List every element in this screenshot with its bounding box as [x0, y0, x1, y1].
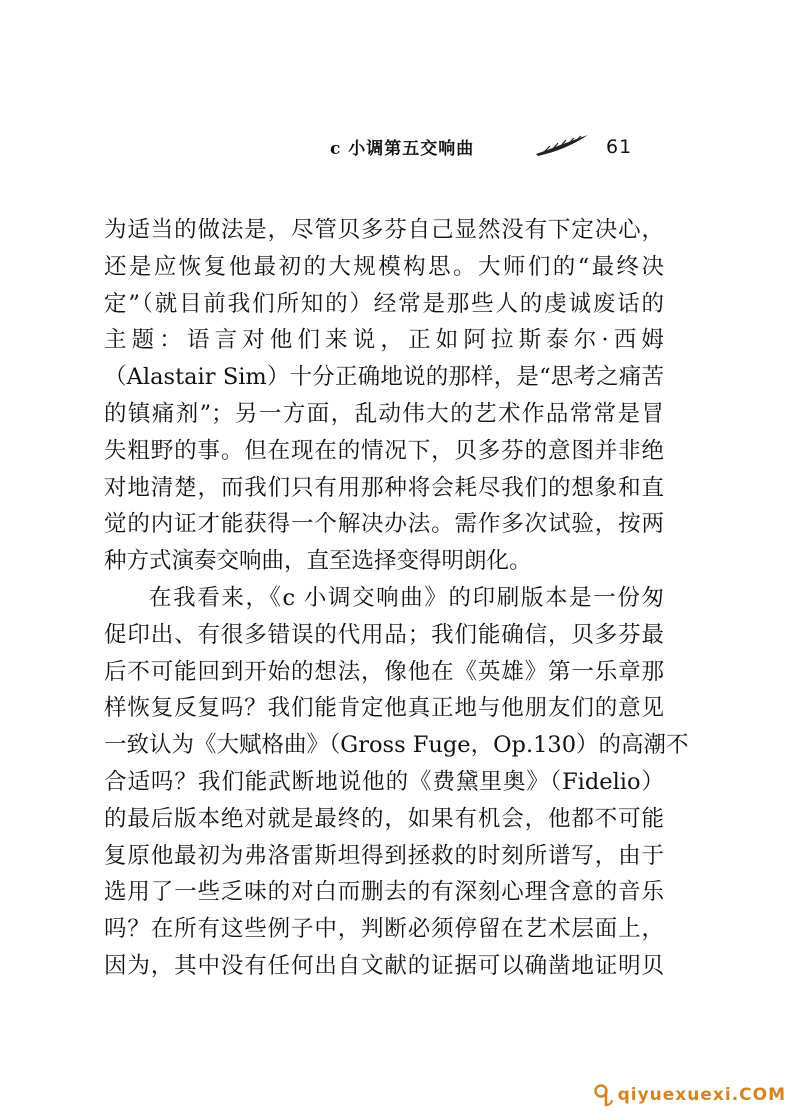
text-line: （Alastair Sim）十分正确地说的那样，是“思考之痛苦	[104, 364, 664, 391]
site-logo-icon	[594, 1083, 614, 1107]
text-line: 吗？在所有这些例子中，判断必须停留在艺术层面上，	[104, 916, 664, 943]
text-line: 主题：语言对他们来说，正如阿拉斯泰尔·西姆	[104, 327, 664, 354]
text-line: 种方式演奏交响曲，直至选择变得明朗化。	[104, 548, 532, 575]
site-watermark	[594, 1080, 786, 1110]
text-line: 在我看来，《c 小调交响曲》的印刷版本是一份匆	[149, 584, 664, 611]
text-line: 促印出、有很多错误的代用品；我们能确信，贝多芬最	[104, 621, 664, 648]
text-line: 的镇痛剂”；另一方面，乱动伟大的艺术作品常常是冒	[104, 400, 664, 427]
text-line: 为适当的做法是，尽管贝多芬自己显然没有下定决心，	[104, 217, 664, 243]
text-line: 合适吗？我们能武断地说他的《费黛里奥》（Fidelio）	[104, 768, 664, 795]
text-line: 因为，其中没有任何出自文献的证据可以确凿地证明贝	[104, 952, 664, 979]
text-line: 的最后版本绝对就是最终的，如果有机会，他都不可能	[104, 805, 664, 832]
quill-ornament-icon	[534, 132, 590, 158]
body-text	[104, 212, 689, 985]
chapter-title: c 小调第五交响曲	[330, 139, 475, 159]
paragraph	[104, 580, 689, 985]
text-line: 一致认为《大赋格曲》（Gross Fuge，Op.130）的高潮不	[104, 732, 689, 759]
running-header	[330, 132, 633, 162]
text-line: 复原他最初为弗洛雷斯坦得到拯救的时刻所谱写，由于	[104, 842, 664, 869]
text-line: 觉的内证才能获得一个解决办法。需作多次试验，按两	[104, 511, 664, 538]
text-line: 选用了一些乏味的对白而删去的有深刻心理含意的音乐	[104, 879, 664, 906]
paragraph	[104, 212, 664, 580]
text-line: 失粗野的事。但在现在的情况下，贝多芬的意图并非绝	[104, 437, 664, 464]
text-line: 对地清楚，而我们只有用那种将会耗尽我们的想象和直	[104, 474, 664, 501]
text-line: 还是应恢复他最初的大规模构思。大师们的“最终决	[104, 253, 664, 280]
watermark-text: qiyuexuexi.COM	[617, 1085, 786, 1105]
text-line: 样恢复反复吗？我们能肯定他真正地与他朋友们的意见	[104, 695, 664, 722]
page-number: 61	[606, 136, 633, 158]
text-line: 定”（就目前我们所知的）经常是那些人的虔诚废话的	[104, 290, 664, 317]
text-line: 后不可能回到开始的想法，像他在《英雄》第一乐章那	[104, 658, 664, 685]
